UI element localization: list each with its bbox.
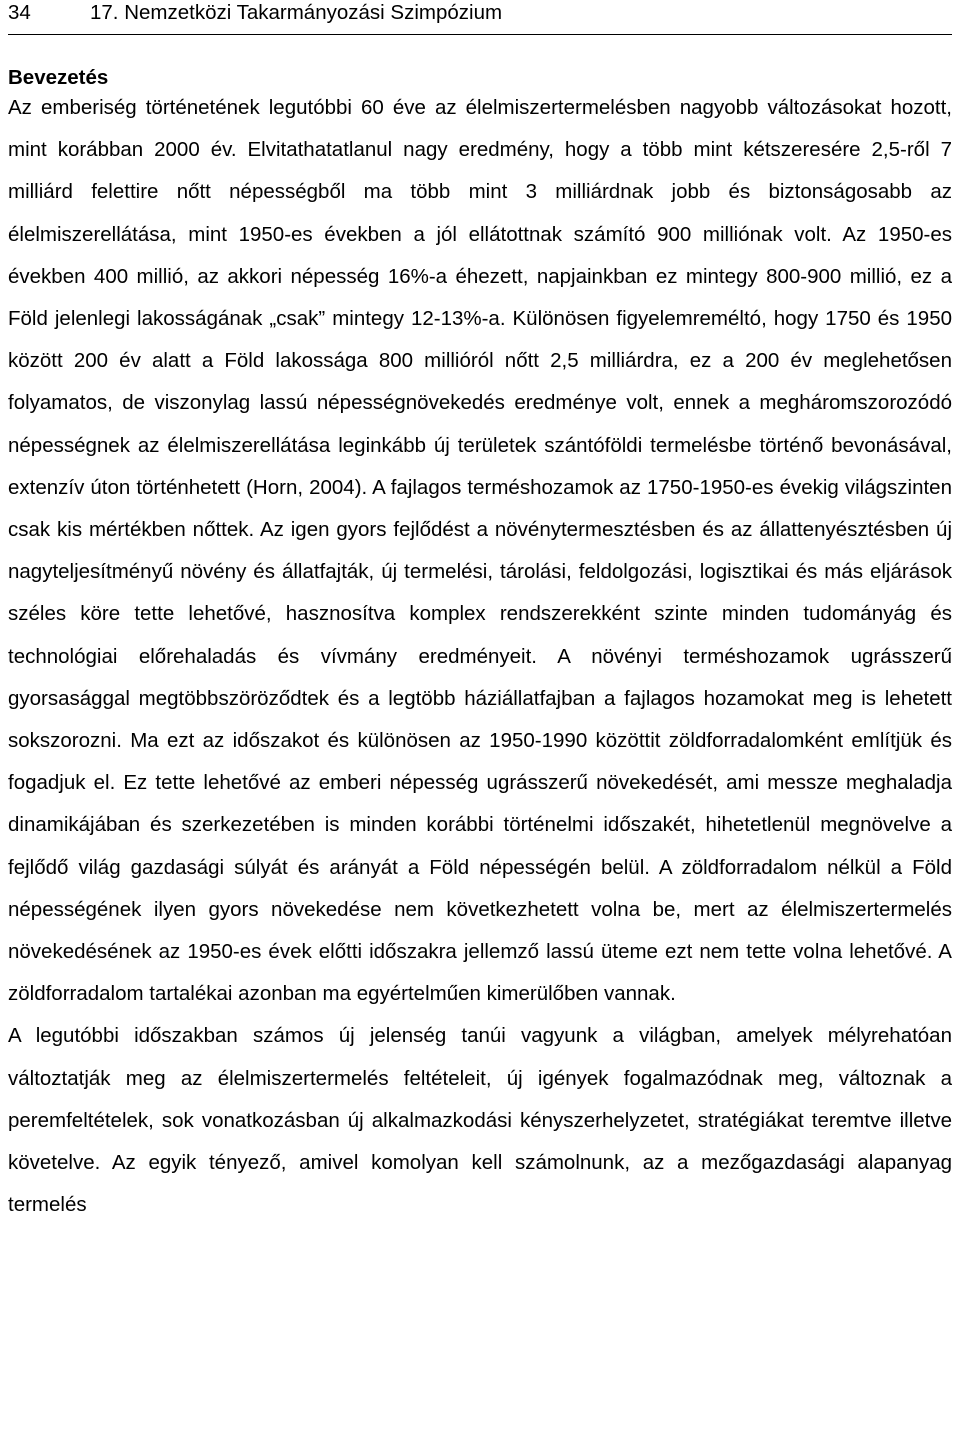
header-title: 17. Nemzetközi Takarmányozási Szimpózium [90, 1, 503, 24]
document-page [8, 0, 952, 1226]
running-header [8, 0, 952, 35]
section-heading: Bevezetés [8, 66, 109, 89]
page-number: 34 [8, 1, 31, 24]
body-paragraph-2: A legutóbbi időszakban számos új jelenség tanúi vagyunk a világban, amelyek mélyrehatóan változtatják meg az élelmiszertermelés feltételeit, új igények fogalmazódnak meg, változnak a peremfeltételek, sok vonatkozásban új alkalmazkodási kényszerhelyzetet, stratégiákat teremtve illetve követelve. Az egyik tényező, amivel komolyan kell számolnunk, az a mezőgazdasági alapanyag termelés [8, 1024, 952, 1217]
body-paragraph-1: Az emberiség történetének legutóbbi 60 éve az élelmiszertermelésben nagyobb változásokat hozott, mint korábban 2000 év. Elvitathatatlanul nagy eredmény, hogy a több mint kétszeresére 2,5-ről 7 milliárd felettire nőtt népességből ma több mint 3 milliárdnak jobb és biztonságosabb az élelmiszerellátása, mint 1950-es években a jól ellátottnak számító 900 milliónak volt. Az 1950-es években 400 millió, az akkori népesség 16%-a éhezett, napjainkban ez mintegy 800-900 millió, ez a Föld jelenlegi lakosságának „csak” mintegy 12-13%-a. Különösen figyelemreméltó, hogy 1750 és 1950 között 200 év alatt a Föld lakossága 800 millióról nőtt 2,5 milliárdra, ez a 200 év meglehetősen folyamatos, de viszonylag lassú népességnövekedés eredménye volt, ennek a megháromszorozódó népességnek az élelmiszerellátása leginkább új területek szántóföldi termelésbe történő bevonásával, extenzív úton történhetett (Horn, 2004). A fajlagos terméshozamok az 1750-1950-es évekig világszinten csak kis mértékben nőttek. Az igen gyors fejlődést a növénytermesztésben és az állattenyésztésben új nagyteljesítményű növény és állatfajták, új termelési, tárolási, feldolgozási, logisztikai és más eljárások széles köre tette lehetővé, hasznosítva komplex rendszerekként szinte minden tudományág és technológiai előrehaladás és vívmány eredményeit. A növényi terméshozamok ugrásszerű gyorsasággal megtöbbszöröződtek és a legtöbb háziállatfajban a fajlagos hozamokat meg is lehetett sokszorozni. Ma ezt az időszakot és különösen az 1950-1990 közöttit zöldforradalomként említjük és fogadjuk el. Ez tette lehetővé az emberi népesség ugrásszerű növekedését, ami messze meghaladja dinamikájában és szerkezetében is minden korábbi történelmi időszakét, hihetetlenül megnövelve a fejlődő világ gazdasági súlyát és arányát a Föld népességén belül. A zöldforradalom nélkül a Föld népességének ilyen gyors növekedése nem következhetett volna be, mert az élelmiszertermelés növekedésének az 1950-es évek előtti időszakra jellemző lassú üteme ezt nem tette volna lehetővé. A zöldforradalom tartalékai azonban ma egyértelműen kimerülőben vannak. [8, 96, 952, 1006]
